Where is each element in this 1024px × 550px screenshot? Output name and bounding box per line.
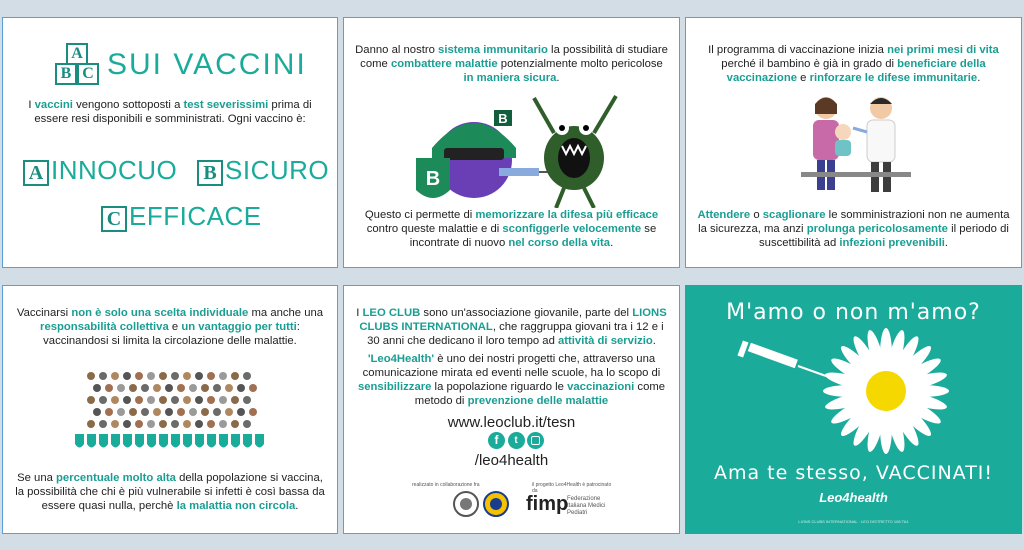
crowd-person xyxy=(99,372,107,380)
item-sicuro: SICURO xyxy=(225,155,330,185)
crowd-person xyxy=(225,408,233,416)
shield-icon xyxy=(147,434,156,448)
shield-icon xyxy=(99,434,108,448)
crowd-person xyxy=(219,396,227,404)
card-responsabilita-collettiva xyxy=(2,285,338,534)
item-efficace: EFFICACE xyxy=(129,201,262,231)
crowd-person xyxy=(243,420,251,428)
crowd-person xyxy=(123,372,131,380)
crowd-person xyxy=(189,384,197,392)
crowd-person xyxy=(105,408,113,416)
page-title: M'amo o non m'amo? xyxy=(726,300,981,325)
crowd-person xyxy=(129,408,137,416)
sponsor-logos xyxy=(452,490,512,520)
block-a-icon: A xyxy=(66,43,88,65)
shield-icon xyxy=(207,434,216,448)
crowd-person xyxy=(231,372,239,380)
intro-text: I vaccini vengono sottoposti a test severissimi prima di essere resi disponibili e somministrati. Ogni vaccino è: xyxy=(28,99,312,125)
fimp-logo: fimp xyxy=(526,493,569,515)
crowd-person xyxy=(99,396,107,404)
crowd-person xyxy=(147,396,155,404)
shield-icon xyxy=(171,434,180,448)
crowd-person xyxy=(201,384,209,392)
page-title: SUI VACCINI xyxy=(107,48,307,81)
crowd-person xyxy=(207,420,215,428)
leo4health-text: 'Leo4Health' è uno dei nostri progetti che, attraverso una comunicazione mirata ed eventi nelle scuole, ha lo scopo di sensibilizzare la popolazione riguardo le vaccinazioni come metodo di prevenzione delle malattie xyxy=(357,353,666,407)
shield-icon xyxy=(219,434,228,448)
crowd-person xyxy=(165,408,173,416)
footer-text: LIONS CLUBS INTERNATIONAL · LEO DISTRETTO 108 TA1 xyxy=(798,519,909,524)
instagram-icon[interactable] xyxy=(527,432,544,449)
block-b-icon: B xyxy=(197,160,223,186)
crowd-person xyxy=(177,384,185,392)
crowd-person xyxy=(213,384,221,392)
helmet-letter: B xyxy=(498,111,508,126)
crowd-person xyxy=(159,372,167,380)
card-sistema-immunitario xyxy=(343,17,680,268)
crowd-person xyxy=(183,396,191,404)
crowd-person xyxy=(147,372,155,380)
twitter-icon[interactable]: t xyxy=(508,432,525,449)
crowd-person xyxy=(141,384,149,392)
bottom-text: Se una percentuale molto alta della popolazione si vaccina, la possibilità che chi è più vulnerabile si infetti è così bassa da essere quasi nulla, perchè la malattia non circola. xyxy=(15,472,325,512)
item-innocuo: INNOCUO xyxy=(51,155,178,185)
crowd-person xyxy=(117,384,125,392)
top-text: Vaccinarsi non è solo una scelta individuale ma anche una responsabilità collettiva e un vantaggio per tutti: vaccinandosi si limita la circolazione delle malattie. xyxy=(16,307,324,347)
collab-label: realizzato in collaborazione fra xyxy=(412,482,480,488)
crowd-person xyxy=(249,408,257,416)
crowd-person xyxy=(159,420,167,428)
block-c-icon: C xyxy=(77,63,99,85)
crowd-person xyxy=(117,408,125,416)
crowd-person xyxy=(153,384,161,392)
bottom-text: Questo ci permette di memorizzare la difesa più efficace contro queste malattie e di sconfiggerle velocemente se incontrate di nuovo nel corso della vita. xyxy=(364,209,659,249)
crowd-person xyxy=(87,396,95,404)
daisy-syringe-illustration xyxy=(726,326,986,466)
card-leo-club xyxy=(343,285,680,534)
crowd-person xyxy=(231,420,239,428)
shield-icon xyxy=(87,434,96,448)
crowd-person xyxy=(135,372,143,380)
social-handle: /leo4health xyxy=(474,452,549,469)
crowd-person xyxy=(189,408,197,416)
crowd-person xyxy=(111,420,119,428)
crowd-person xyxy=(207,372,215,380)
shield-icon xyxy=(195,434,204,448)
crowd-person xyxy=(147,420,155,428)
crowd-person xyxy=(237,384,245,392)
slogan: Ama te stesso, VACCINATI! xyxy=(713,462,994,484)
social-icons xyxy=(488,432,544,450)
crowd-person xyxy=(87,420,95,428)
crowd-person xyxy=(213,408,221,416)
block-a-icon: A xyxy=(23,160,49,186)
shield-letter: B xyxy=(425,168,441,190)
crowd-person xyxy=(111,396,119,404)
shield-icon xyxy=(183,434,192,448)
shield-icon xyxy=(123,434,132,448)
crowd-person xyxy=(195,396,203,404)
card-programma-vaccinazione xyxy=(685,17,1022,268)
crowd-person xyxy=(219,372,227,380)
crowd-person xyxy=(201,408,209,416)
crowd-person xyxy=(243,396,251,404)
crowd-person xyxy=(87,372,95,380)
crowd-person xyxy=(159,396,167,404)
crowd-person xyxy=(249,384,257,392)
top-text: Danno al nostro sistema immunitario la possibilità di studiare come combattere malattie potenzialmente molto pericolose in maniera sicura. xyxy=(355,44,668,84)
crowd-person xyxy=(123,420,131,428)
crowd-person xyxy=(183,420,191,428)
crowd-person xyxy=(99,420,107,428)
crowd-person xyxy=(135,420,143,428)
shield-icon xyxy=(135,434,144,448)
crowd-person xyxy=(195,420,203,428)
leo-club-text: I LEO CLUB sono un'associazione giovanile, parte del LIONS CLUBS INTERNATIONAL, che raggruppa giovani tra i 12 e i 30 anni che dedicano il loro tempo ad attività di servizio. xyxy=(356,307,667,347)
crowd-person xyxy=(237,408,245,416)
shield-icon xyxy=(159,434,168,448)
crowd-person xyxy=(195,372,203,380)
facebook-icon[interactable]: f xyxy=(488,432,505,449)
patron-label: il progetto Leo4Health è patrocinato da xyxy=(532,482,612,494)
shield-icon xyxy=(231,434,240,448)
crowd-person xyxy=(243,372,251,380)
crowd-person xyxy=(183,372,191,380)
crowd-person xyxy=(165,384,173,392)
block-c-icon: C xyxy=(101,206,127,232)
doctor-parent-child-illustration xyxy=(801,86,911,201)
fimp-subtitle: Federazione Italiana Medici Pediatri xyxy=(567,496,606,516)
crowd-person xyxy=(111,372,119,380)
shield-icon xyxy=(111,434,120,448)
crowd-person xyxy=(141,408,149,416)
shield-icon xyxy=(255,434,264,448)
crowd-person xyxy=(231,396,239,404)
top-text: Il programma di vaccinazione inizia nei primi mesi di vita perché il bambino è già in grado di beneficiare della vaccinazione e rinforzare le difese immunitarie. xyxy=(708,44,999,84)
crowd-person xyxy=(135,396,143,404)
card-mamo-non-mamo xyxy=(685,285,1022,534)
shield-icon xyxy=(243,434,252,448)
crowd-person xyxy=(171,420,179,428)
website-link[interactable]: www.leoclub.it/tesn xyxy=(447,414,576,431)
crowd-person xyxy=(219,420,227,428)
crowd-person xyxy=(153,408,161,416)
crowd-person xyxy=(207,396,215,404)
crowd-person xyxy=(177,408,185,416)
cell-vs-germ-illustration xyxy=(404,88,624,208)
crowd-person xyxy=(171,372,179,380)
crowd-person xyxy=(171,396,179,404)
crowd-person xyxy=(123,396,131,404)
card-sui-vaccini xyxy=(2,17,338,268)
bottom-text: Attendere o scaglionare le somministrazioni non ne aumenta la sicurezza, ma anzi prolunga pericolosamente il periodo di suscettibilità ad infezioni prevenibili. xyxy=(697,209,1010,249)
shield-icon xyxy=(75,434,84,448)
crowd-person xyxy=(93,384,101,392)
herd-immunity-crowd-illustration xyxy=(71,358,271,453)
block-b-icon: B xyxy=(55,63,77,85)
crowd-person xyxy=(225,384,233,392)
crowd-person xyxy=(129,384,137,392)
crowd-person xyxy=(93,408,101,416)
crowd-person xyxy=(105,384,113,392)
leo4health-logo: Leo4health xyxy=(819,490,888,505)
